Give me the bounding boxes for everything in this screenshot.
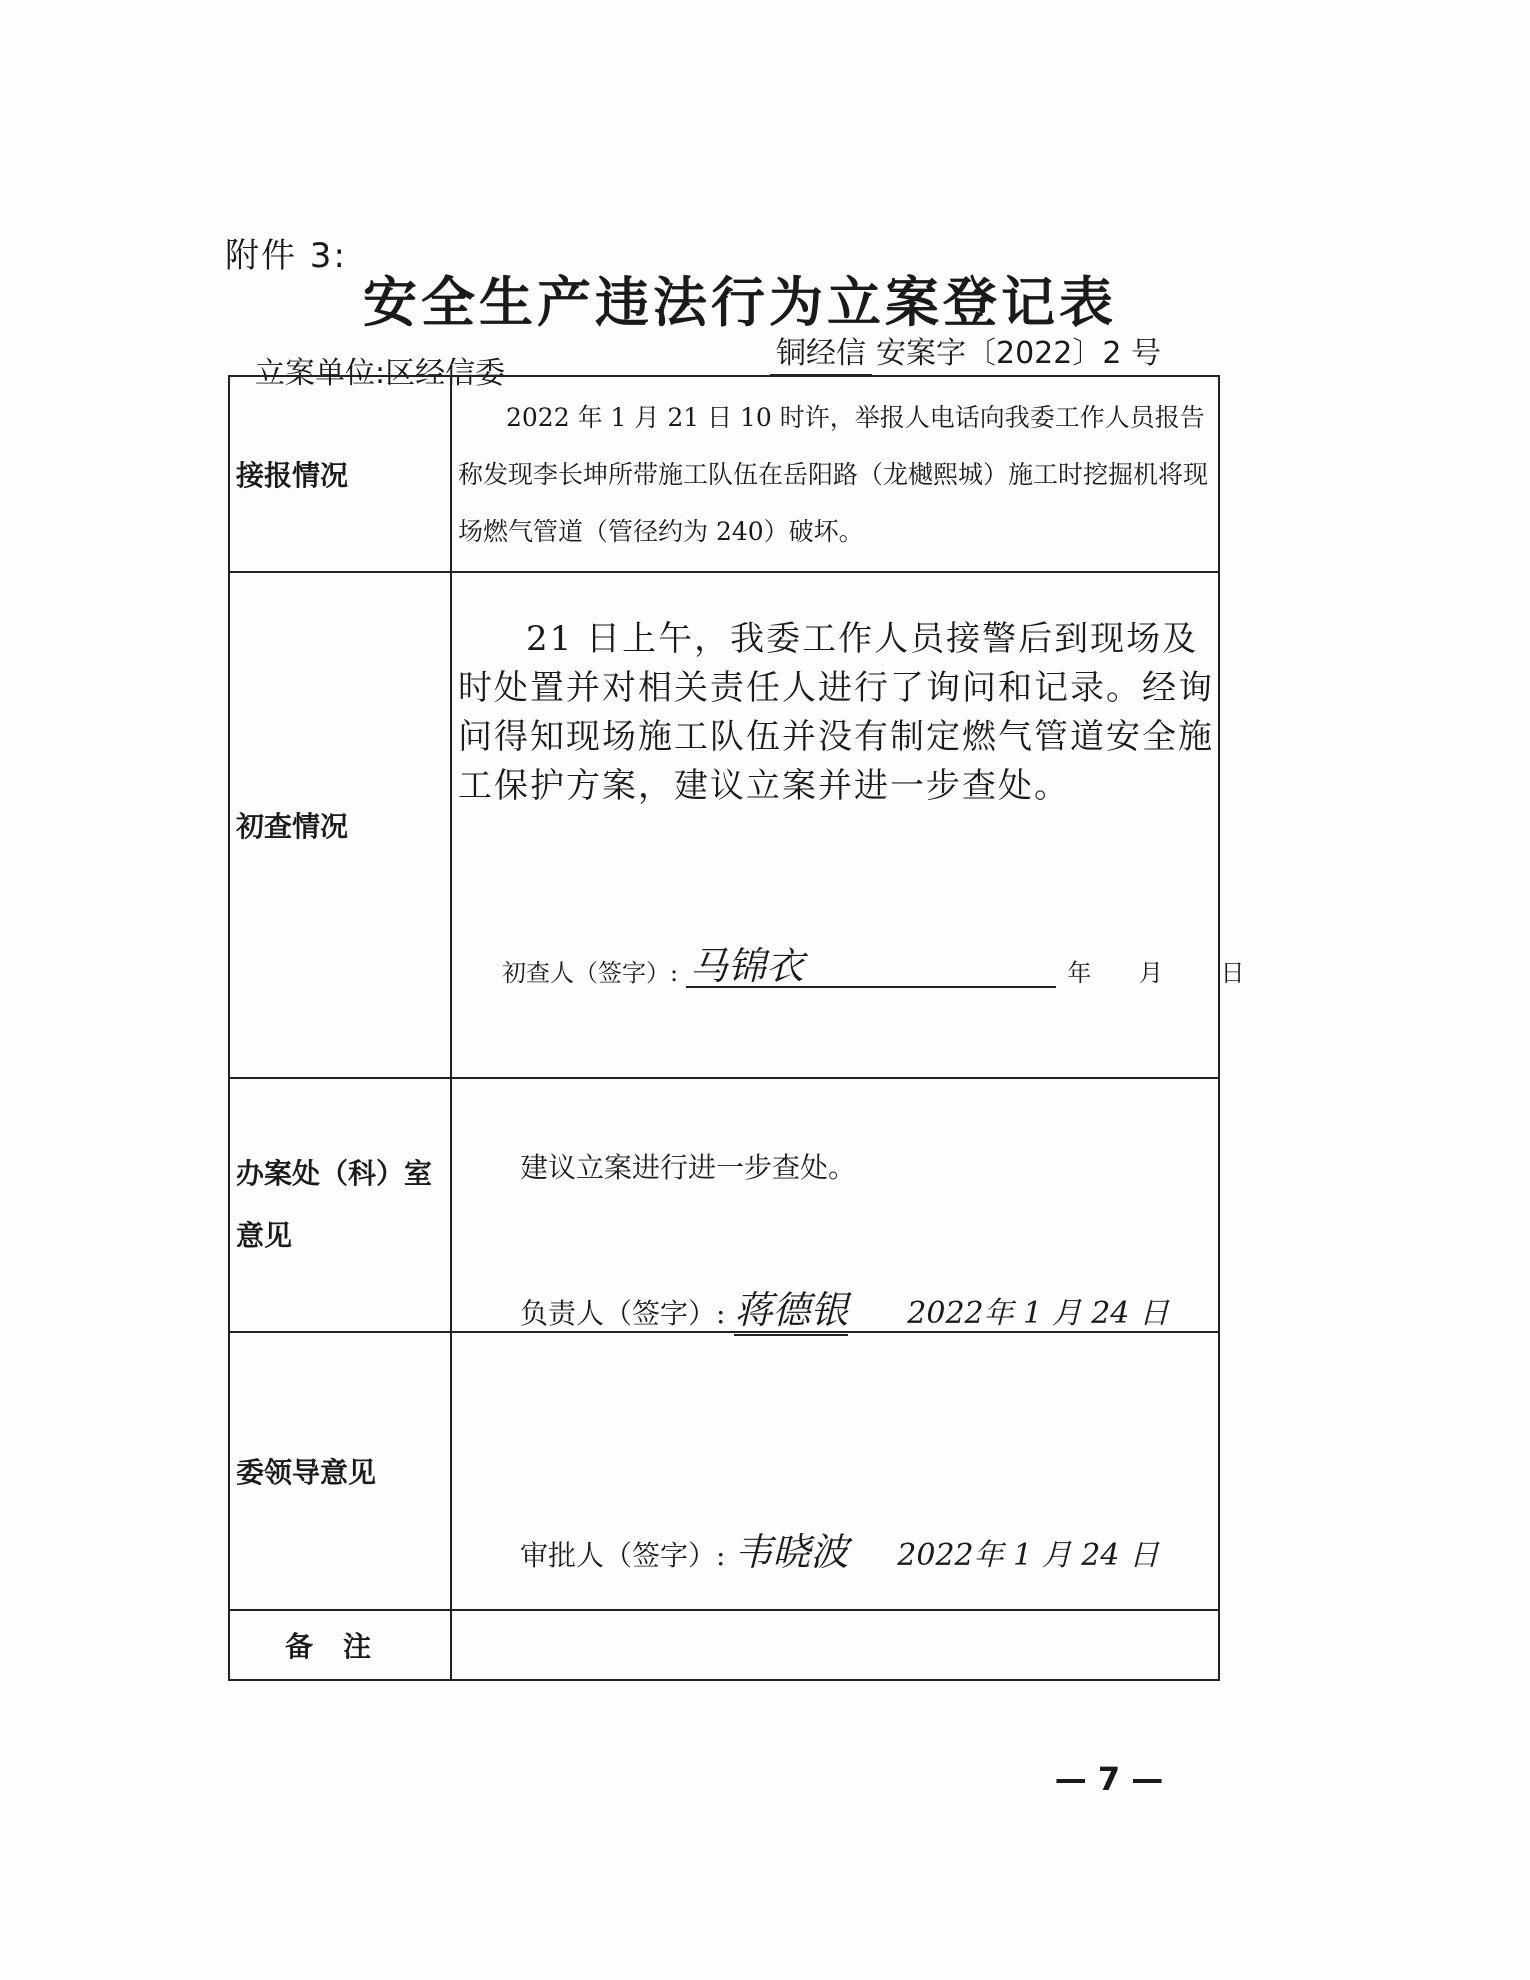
leader-signer-label: 审批人（签字）: xyxy=(520,1539,726,1572)
leader-label: 委领导意见 xyxy=(229,1332,451,1610)
report-content-cell xyxy=(451,376,1219,572)
initial-date-day: 日 xyxy=(1220,959,1245,987)
leader-date: 2022年 1 月 24 日 xyxy=(897,1538,1160,1573)
registration-form-table xyxy=(228,375,1245,1681)
row-report xyxy=(229,376,1219,572)
office-date: 2022年 1 月 24 日 xyxy=(907,1296,1170,1331)
document-prefix: 铜经信 xyxy=(770,328,872,376)
row-office xyxy=(229,1078,1219,1332)
page-title: 安全生产违法行为立案登记表 xyxy=(363,271,1117,334)
page-number-text: — 7 — xyxy=(1054,1760,1164,1798)
row-remarks xyxy=(229,1610,1219,1680)
remarks-label: 备注 xyxy=(229,1610,451,1680)
page-number xyxy=(0,1760,1530,1798)
leader-signature: 韦晓波 xyxy=(734,1530,849,1574)
initial-date-month: 月 xyxy=(1139,959,1164,987)
row-leader xyxy=(229,1332,1219,1610)
report-text: 2022 年 1 月 21 日 10 时许，举报人电话向我委工作人员报告称发现李长坤所带施工队伍在岳阳路（龙樾熙城）施工时挖掘机将现场燃气管道（管径约为 240）破坏。 xyxy=(458,403,1209,546)
initial-signature-line xyxy=(502,944,1245,988)
report-label: 接报情况 xyxy=(229,376,451,572)
office-label: 办案处（科）室意见 xyxy=(229,1078,451,1332)
attachment-label: 附件 3: xyxy=(225,236,347,276)
leader-content-cell xyxy=(451,1332,1219,1610)
office-signer-label: 负责人（签字）: xyxy=(520,1297,726,1330)
leader-signature-line xyxy=(520,1521,1159,1576)
remarks-content-cell xyxy=(451,1610,1219,1680)
initial-signature: 马锦衣 xyxy=(689,944,804,988)
initial-signer-label: 初查人（签字）: xyxy=(502,959,679,987)
initial-date-year: 年 xyxy=(1067,959,1092,987)
office-content-cell xyxy=(451,1078,1219,1332)
office-signature-line xyxy=(520,1279,1169,1336)
office-signature: 蒋德银 xyxy=(734,1279,848,1336)
document-case-number: 安案字〔2022〕2 号 xyxy=(876,336,1161,371)
document-number xyxy=(770,328,1161,376)
filing-unit: 立案单位:区经信委 xyxy=(255,356,506,391)
initial-label: 初查情况 xyxy=(229,572,451,1078)
initial-signature-underline xyxy=(686,944,1056,988)
row-initial xyxy=(229,572,1219,1078)
office-text: 建议立案进行进一步查处。 xyxy=(520,1151,857,1184)
initial-content-cell xyxy=(451,572,1245,1078)
initial-text: 21 日上午，我委工作人员接警后到现场及时处置并对相关责任人进行了询问和记录。经询问得知现场施工队伍并没有制定燃气管道安全施工保护方案，建议立案并进一步查处。 xyxy=(458,619,1214,806)
